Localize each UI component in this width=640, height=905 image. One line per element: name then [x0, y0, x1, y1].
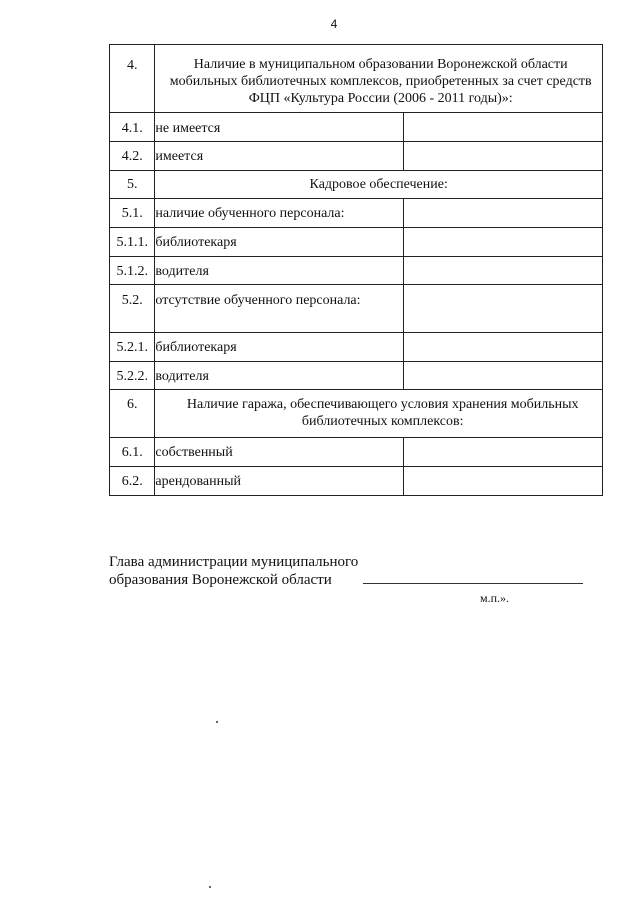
row-number: 5.1.1. — [110, 228, 155, 257]
row-label: арендованный — [155, 467, 404, 496]
row-number: 6.1. — [110, 438, 155, 467]
row-number: 5.1.2. — [110, 257, 155, 285]
section-heading: Кадровое обеспечение: — [155, 171, 603, 199]
value-cell[interactable] — [404, 199, 603, 228]
row-label: имеется — [155, 142, 404, 171]
table-row — [110, 113, 603, 142]
page-number: 4 — [330, 17, 338, 31]
row-label: библиотекаря — [155, 333, 404, 362]
row-label: библиотекаря — [155, 228, 404, 257]
signature-block — [109, 553, 369, 589]
row-number: 4.2. — [110, 142, 155, 171]
table-row — [110, 228, 603, 257]
row-label: собственный — [155, 438, 404, 467]
table-row — [110, 362, 603, 390]
signature-line[interactable] — [363, 583, 583, 584]
table-row — [110, 171, 603, 199]
value-cell[interactable] — [404, 257, 603, 285]
value-cell[interactable] — [404, 285, 603, 333]
table-row — [110, 467, 603, 496]
table-row — [110, 285, 603, 333]
stamp-mark: м.п.». — [480, 591, 510, 605]
table-row — [110, 142, 603, 171]
value-cell[interactable] — [404, 113, 603, 142]
row-number: 4. — [110, 45, 155, 113]
value-cell[interactable] — [404, 362, 603, 390]
table-row — [110, 45, 603, 113]
table-row — [110, 199, 603, 228]
form-table — [109, 44, 603, 496]
row-number: 5.2.2. — [110, 362, 155, 390]
row-label: водителя — [155, 362, 404, 390]
table-row — [110, 333, 603, 362]
scan-speck — [209, 886, 211, 888]
table-row — [110, 390, 603, 438]
row-number: 4.1. — [110, 113, 155, 142]
row-label: наличие обученного персонала: — [155, 199, 404, 228]
value-cell[interactable] — [404, 142, 603, 171]
row-number: 5.2. — [110, 285, 155, 333]
table-row — [110, 438, 603, 467]
value-cell[interactable] — [404, 438, 603, 467]
value-cell[interactable] — [404, 333, 603, 362]
row-number: 5.1. — [110, 199, 155, 228]
row-label: отсутствие обученного персонала: — [155, 285, 404, 333]
value-cell[interactable] — [404, 467, 603, 496]
row-number: 6. — [110, 390, 155, 438]
row-label: водителя — [155, 257, 404, 285]
table-row — [110, 257, 603, 285]
section-heading: Наличие гаража, обеспечивающего условия хранения мобильных библиотечных комплексов: — [155, 390, 603, 438]
row-number: 6.2. — [110, 467, 155, 496]
section-heading: Наличие в муниципальном образовании Воронежской области мобильных библиотечных комплексов, приобретенных за счет средств ФЦП «Культура России (2006 - 2011 годы)»: — [155, 45, 603, 113]
value-cell[interactable] — [404, 228, 603, 257]
scan-speck — [216, 721, 218, 723]
signature-title-line-1: Глава администрации муниципального — [109, 554, 359, 570]
row-number: 5. — [110, 171, 155, 199]
row-label: не имеется — [155, 113, 404, 142]
row-number: 5.2.1. — [110, 333, 155, 362]
signature-title-line-2: образования Воронежской области — [109, 572, 332, 588]
